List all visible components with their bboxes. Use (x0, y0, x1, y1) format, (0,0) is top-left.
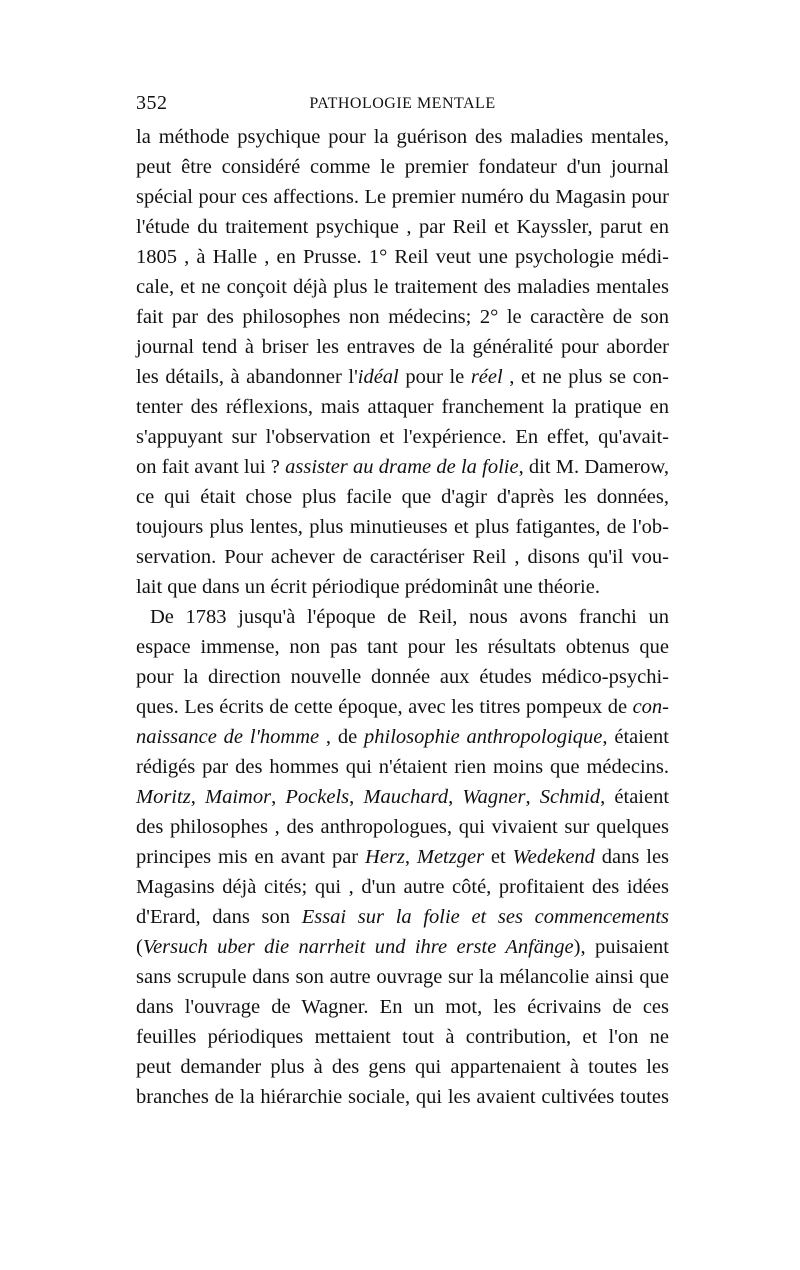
running-title: PATHOLOGIE MENTALE (309, 95, 496, 112)
text-line: journal tend à briser les entraves de la généralité pour aborder (136, 336, 669, 358)
text-line (136, 902, 669, 932)
text-line: De 1783 jusqu'à l'époque de Reil, nous avons franchi un (150, 606, 669, 628)
text-line: tenter des réflexions, mais attaquer franchement la pratique en (136, 396, 669, 418)
text-segment: dans les (594, 846, 670, 868)
italic-segment: Mauchard (363, 786, 449, 808)
running-head (136, 92, 669, 122)
text-line: rédigés par des hommes qui n'étaient rien moins que médecins. (136, 756, 669, 778)
page-number: 352 (136, 92, 168, 114)
italic-segment: assister au drame de la folie (285, 456, 519, 478)
text-line (136, 932, 669, 962)
text-segment: , (271, 786, 286, 808)
text-segment: on fait avant lui ? (136, 456, 286, 478)
text-segment: , étaient (600, 786, 670, 808)
text-line: branches de la hiérarchie sociale, qui les avaient cultivées toutes (136, 1086, 669, 1108)
text-segment: , (525, 786, 540, 808)
text-line: la méthode psychique pour la guérison des maladies mentales, (136, 126, 669, 148)
italic-segment: Versuch uber die narrheit und ihre erste Anfänge (142, 936, 574, 958)
text-segment: , dit M. Damerow, (518, 456, 670, 478)
text-segment: , (349, 786, 364, 808)
text-segment: les détails, à abandonner l' (136, 366, 358, 388)
text-segment: , et ne plus se con- (502, 366, 670, 388)
text-segment: ques. Les écrits de cette époque, avec les titres pompeux de (136, 696, 633, 718)
italic-segment: Herz (365, 846, 405, 868)
text-line: peut être considéré comme le premier fondateur d'un journal (136, 156, 669, 178)
italic-segment: Wagner (462, 786, 526, 808)
text-line: 1805 , à Halle , en Prusse. 1° Reil veut une psychologie médi- (136, 246, 669, 268)
italic-segment: réel (470, 366, 503, 388)
text-line (136, 692, 669, 722)
text-line: Magasins déjà cités; qui , d'un autre côté, profitaient des idées (136, 876, 669, 898)
italic-segment: idéal (357, 366, 399, 388)
italic-segment: con- (632, 696, 669, 718)
text-segment: , (404, 846, 417, 868)
body-text (136, 122, 669, 1112)
text-segment: ( (136, 936, 143, 958)
text-line: toujours plus lentes, plus minutieuses et plus fatigantes, de l'ob- (136, 516, 669, 538)
text-segment: , de (319, 726, 365, 748)
text-line (136, 722, 669, 752)
text-line: sans scrupule dans son autre ouvrage sur la mélancolie ainsi que (136, 966, 669, 988)
text-line: ce qui était chose plus facile que d'agir d'après les données, (136, 486, 669, 508)
text-line (136, 782, 669, 812)
italic-segment: Maimor (205, 786, 272, 808)
italic-segment: Moritz (136, 786, 191, 808)
italic-segment: Essai sur la folie et ses commencements (301, 906, 669, 928)
italic-segment: Wedekend (512, 846, 595, 868)
text-segment: , (190, 786, 205, 808)
text-segment: , (448, 786, 463, 808)
text-line: servation. Pour achever de caractériser Reil , disons qu'il vou- (136, 546, 669, 568)
text-line: des philosophes , des anthropologues, qui vivaient sur quelques (136, 816, 669, 838)
text-line: dans l'ouvrage de Wagner. En un mot, les écrivains de ces (136, 996, 669, 1018)
text-line: spécial pour ces affections. Le premier numéro du Magasin pour (136, 186, 669, 208)
text-segment: ), puisaient (573, 936, 670, 958)
text-segment: principes mis en avant par (136, 846, 366, 868)
text-line (136, 842, 669, 872)
text-line: pour la direction nouvelle donnée aux études médico-psychi- (136, 666, 669, 688)
italic-segment: Metzger (416, 846, 485, 868)
text-line: lait que dans un écrit périodique prédominât une théorie. (136, 576, 600, 598)
text-line: espace immense, non pas tant pour les résultats obtenus que (136, 636, 669, 658)
italic-segment: Pockels (285, 786, 350, 808)
text-segment: et (484, 846, 513, 868)
text-line: peut demander plus à des gens qui appartenaient à toutes les (136, 1056, 669, 1078)
text-segment: d'Erard, dans son (136, 906, 302, 928)
text-line (136, 452, 669, 482)
text-line (136, 362, 669, 392)
text-line: s'appuyant sur l'observation et l'expérience. En effet, qu'avait- (136, 426, 669, 448)
text-line: fait par des philosophes non médecins; 2° le caractère de son (136, 306, 669, 328)
italic-segment: philosophie anthropologique (364, 726, 603, 748)
text-line: cale, et ne conçoit déjà plus le traitement des maladies mentales (136, 276, 669, 298)
italic-segment: naissance de l'homme (136, 726, 320, 748)
book-page (136, 92, 669, 1112)
text-segment: , étaient (602, 726, 669, 748)
text-line: feuilles périodiques mettaient tout à contribution, et l'on ne (136, 1026, 669, 1048)
text-line: l'étude du traitement psychique , par Reil et Kayssler, parut en (136, 216, 669, 238)
text-segment: pour le (398, 366, 471, 388)
italic-segment: Schmid (539, 786, 601, 808)
